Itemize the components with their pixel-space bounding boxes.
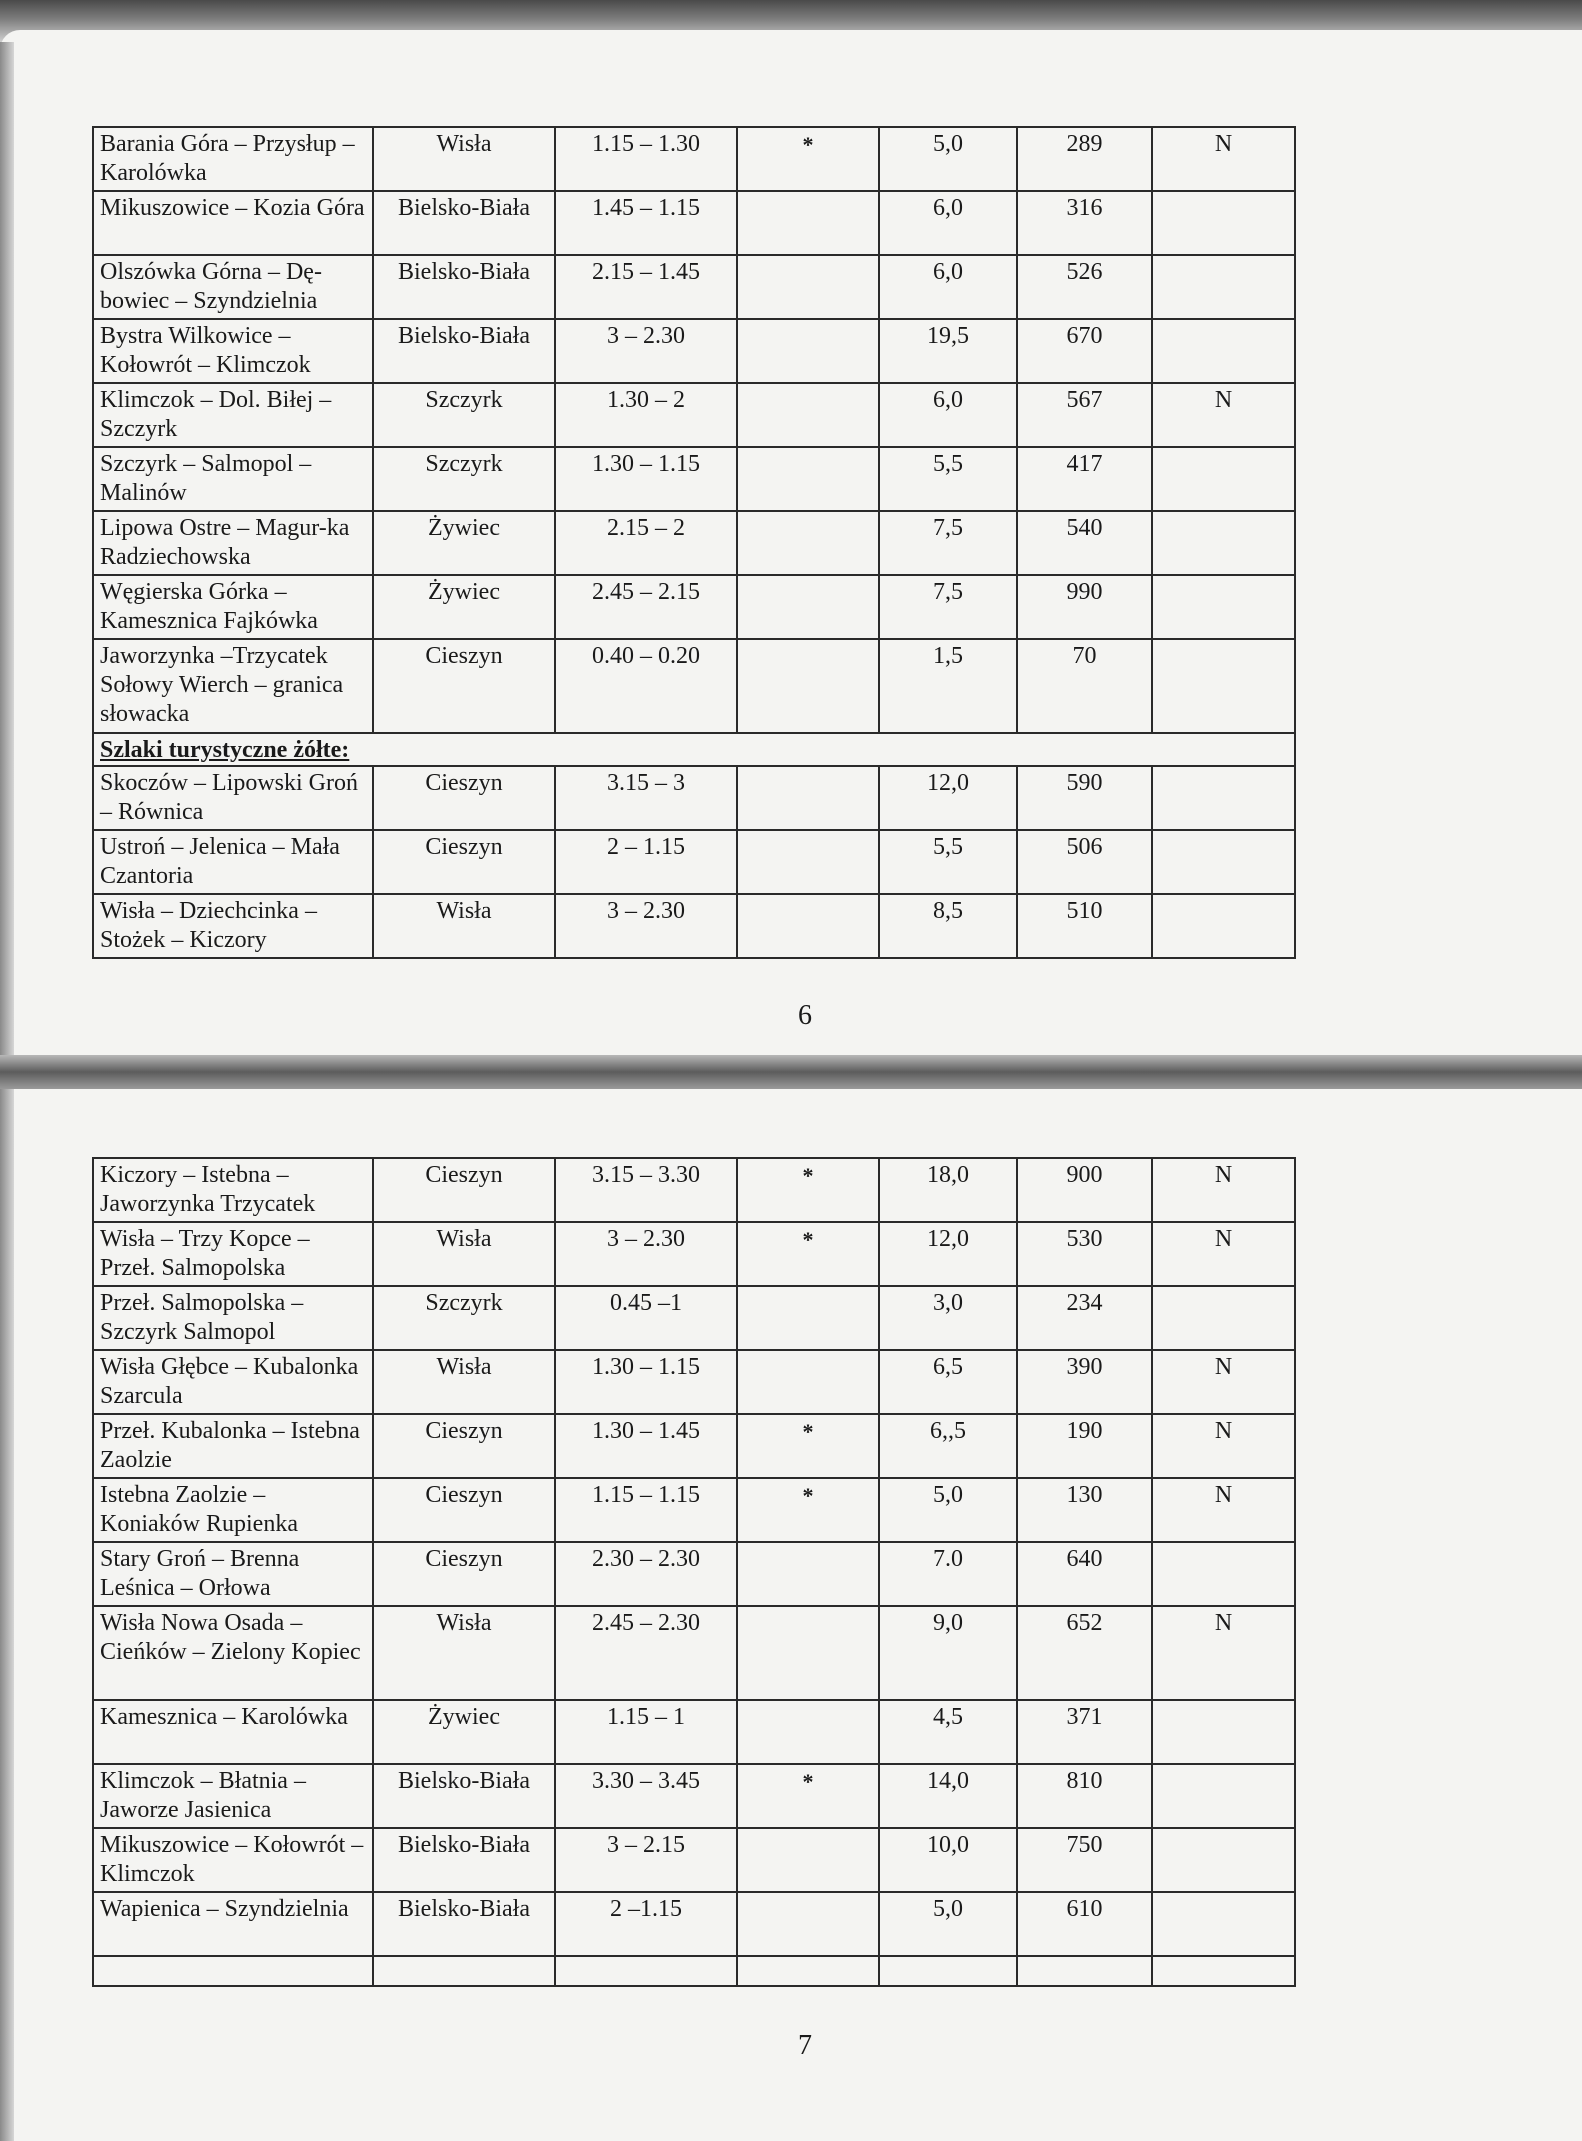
distance-cell: 6,5 [879,1350,1017,1414]
region-cell: Szczyrk [373,447,555,511]
n-marker-cell: N [1152,127,1295,191]
distance-cell: 4,5 [879,1700,1017,1764]
table-row [93,1478,1295,1542]
time-cell: 3.30 – 3.45 [555,1764,737,1828]
star-marker-cell [737,766,879,830]
page-number: 6 [798,1000,812,1031]
star-marker-cell [737,1828,879,1892]
time-cell: 2.30 – 2.30 [555,1542,737,1606]
region-cell: Wisła [373,1350,555,1414]
n-marker-cell [1152,894,1295,958]
trail-table-body-page-7 [93,1158,1295,1986]
distance-cell: 6,,5 [879,1414,1017,1478]
time-cell: 3 – 2.30 [555,319,737,383]
table-row [93,1286,1295,1350]
region-cell [373,1956,555,1986]
distance-cell: 5,5 [879,830,1017,894]
elevation-cell: 900 [1017,1158,1152,1222]
elevation-cell: 316 [1017,191,1152,255]
elevation-cell: 526 [1017,255,1152,319]
region-cell: Bielsko-Biała [373,319,555,383]
elevation-cell: 289 [1017,127,1152,191]
region-cell: Cieszyn [373,1414,555,1478]
star-marker-cell: * [737,1478,879,1542]
route-cell: Kamesznica – Karolówka [93,1700,373,1764]
elevation-cell: 530 [1017,1222,1152,1286]
time-cell: 1.15 – 1.15 [555,1478,737,1542]
table-row [93,1764,1295,1828]
elevation-cell: 371 [1017,1700,1152,1764]
region-cell: Bielsko-Biała [373,191,555,255]
star-marker-cell: * [737,1414,879,1478]
table-row [93,766,1295,830]
distance-cell: 12,0 [879,766,1017,830]
time-cell: 3 – 2.15 [555,1828,737,1892]
elevation-cell: 610 [1017,1892,1152,1956]
elevation-cell: 234 [1017,1286,1152,1350]
table-row [93,1956,1295,1986]
time-cell: 0.40 – 0.20 [555,639,737,733]
region-cell: Cieszyn [373,1478,555,1542]
table-row [93,1414,1295,1478]
time-cell: 1.15 – 1.30 [555,127,737,191]
time-cell: 2.15 – 2 [555,511,737,575]
elevation-cell: 590 [1017,766,1152,830]
n-marker-cell: N [1152,1350,1295,1414]
n-marker-cell: N [1152,1158,1295,1222]
time-cell: 2.45 – 2.30 [555,1606,737,1700]
time-cell: 1.45 – 1.15 [555,191,737,255]
elevation-cell: 810 [1017,1764,1152,1828]
region-cell: Cieszyn [373,1158,555,1222]
elevation-cell [1017,1956,1152,1986]
route-cell: Szczyrk – Salmopol – Malinów [93,447,373,511]
trail-table-page-7 [92,1157,1296,1987]
section-header: Szlaki turystyczne żółte: [93,733,1295,766]
n-marker-cell: N [1152,383,1295,447]
n-marker-cell [1152,1764,1295,1828]
distance-cell: 18,0 [879,1158,1017,1222]
n-marker-cell [1152,639,1295,733]
star-marker-cell [737,639,879,733]
table-row [93,383,1295,447]
n-marker-cell [1152,766,1295,830]
elevation-cell: 652 [1017,1606,1152,1700]
star-marker-cell [737,1606,879,1700]
table-row [93,575,1295,639]
star-marker-cell [737,1892,879,1956]
n-marker-cell [1152,447,1295,511]
time-cell: 1.30 – 1.15 [555,447,737,511]
table-row [93,127,1295,191]
star-marker-cell [737,575,879,639]
star-marker-cell [737,447,879,511]
distance-cell: 5,0 [879,1892,1017,1956]
table-row [93,1892,1295,1956]
n-marker-cell [1152,830,1295,894]
elevation-cell: 390 [1017,1350,1152,1414]
table-row [93,1350,1295,1414]
region-cell: Cieszyn [373,766,555,830]
time-cell: 3.15 – 3.30 [555,1158,737,1222]
route-cell: Wisła Głębce – Kubalonka Szarcula [93,1350,373,1414]
star-marker-cell [737,255,879,319]
distance-cell: 1,5 [879,639,1017,733]
region-cell: Wisła [373,1606,555,1700]
n-marker-cell: N [1152,1478,1295,1542]
n-marker-cell: N [1152,1222,1295,1286]
book-spine-gutter [0,1055,1582,1089]
distance-cell: 5,0 [879,127,1017,191]
elevation-cell: 130 [1017,1478,1152,1542]
table-row [93,319,1295,383]
route-cell: Klimczok – Dol. Biłej – Szczyrk [93,383,373,447]
n-marker-cell [1152,511,1295,575]
table-row [93,1700,1295,1764]
elevation-cell: 670 [1017,319,1152,383]
star-marker-cell [737,830,879,894]
n-marker-cell [1152,1700,1295,1764]
region-cell: Cieszyn [373,830,555,894]
route-cell: Wisła – Trzy Kopce – Przeł. Salmopolska [93,1222,373,1286]
route-cell [93,1956,373,1986]
table-row [93,447,1295,511]
time-cell: 3 – 2.30 [555,1222,737,1286]
table-row [93,255,1295,319]
region-cell: Bielsko-Biała [373,1764,555,1828]
page-edge-shadow [0,42,14,1055]
time-cell: 1.30 – 2 [555,383,737,447]
star-marker-cell [737,1286,879,1350]
section-header-row [93,733,1295,766]
n-marker-cell [1152,1286,1295,1350]
elevation-cell: 70 [1017,639,1152,733]
route-cell: Istebna Zaolzie – Koniaków Rupienka [93,1478,373,1542]
table-row [93,1542,1295,1606]
table-row [93,894,1295,958]
star-marker-cell [737,1350,879,1414]
table-row [93,639,1295,733]
route-cell: Kiczory – Istebna – Jaworzynka Trzycatek [93,1158,373,1222]
distance-cell: 3,0 [879,1286,1017,1350]
elevation-cell: 640 [1017,1542,1152,1606]
elevation-cell: 750 [1017,1828,1152,1892]
region-cell: Wisła [373,894,555,958]
distance-cell: 9,0 [879,1606,1017,1700]
elevation-cell: 540 [1017,511,1152,575]
trail-table-page-6 [92,126,1296,959]
route-cell: Stary Groń – Brenna Leśnica – Orłowa [93,1542,373,1606]
star-marker-cell [737,894,879,958]
time-cell [555,1956,737,1986]
star-marker-cell [737,1956,879,1986]
star-marker-cell: * [737,1158,879,1222]
star-marker-cell [737,383,879,447]
route-cell: Węgierska Górka – Kamesznica Fajkówka [93,575,373,639]
star-marker-cell [737,1700,879,1764]
distance-cell [879,1956,1017,1986]
n-marker-cell [1152,1892,1295,1956]
elevation-cell: 510 [1017,894,1152,958]
route-cell: Przeł. Salmopolska – Szczyrk Salmopol [93,1286,373,1350]
route-cell: Barania Góra – Przysłup – Karolówka [93,127,373,191]
time-cell: 1.30 – 1.15 [555,1350,737,1414]
route-cell: Klimczok – Błatnia – Jaworze Jasienica [93,1764,373,1828]
route-cell: Mikuszowice – Kołowrót – Klimczok [93,1828,373,1892]
star-marker-cell [737,191,879,255]
distance-cell: 6,0 [879,255,1017,319]
star-marker-cell: * [737,1222,879,1286]
page-number: 7 [798,2030,812,2061]
star-marker-cell [737,511,879,575]
n-marker-cell [1152,191,1295,255]
region-cell: Bielsko-Biała [373,255,555,319]
elevation-cell: 417 [1017,447,1152,511]
route-cell: Wisła – Dziechcinka – Stożek – Kiczory [93,894,373,958]
distance-cell: 5,5 [879,447,1017,511]
region-cell: Cieszyn [373,639,555,733]
distance-cell: 14,0 [879,1764,1017,1828]
table-row [93,511,1295,575]
time-cell: 3.15 – 3 [555,766,737,830]
route-cell: Jaworzynka –Trzycatek Sołowy Wierch – granica słowacka [93,639,373,733]
region-cell: Bielsko-Biała [373,1892,555,1956]
region-cell: Cieszyn [373,1542,555,1606]
distance-cell: 6,0 [879,383,1017,447]
region-cell: Wisła [373,127,555,191]
n-marker-cell [1152,255,1295,319]
route-cell: Ustroń – Jelenica – Mała Czantoria [93,830,373,894]
route-cell: Skoczów – Lipowski Groń – Równica [93,766,373,830]
elevation-cell: 506 [1017,830,1152,894]
star-marker-cell [737,1542,879,1606]
page-edge-shadow [0,1089,14,2141]
distance-cell: 7.0 [879,1542,1017,1606]
table-row [93,191,1295,255]
region-cell: Żywiec [373,1700,555,1764]
trail-table-body-page-6 [93,127,1295,958]
elevation-cell: 567 [1017,383,1152,447]
table-row [93,830,1295,894]
route-cell: Mikuszowice – Kozia Góra [93,191,373,255]
distance-cell: 7,5 [879,575,1017,639]
n-marker-cell [1152,319,1295,383]
region-cell: Szczyrk [373,1286,555,1350]
table-row [93,1606,1295,1700]
region-cell: Żywiec [373,511,555,575]
route-cell: Olszówka Górna – Dę-bowiec – Szyndzielnia [93,255,373,319]
star-marker-cell: * [737,1764,879,1828]
region-cell: Wisła [373,1222,555,1286]
time-cell: 2.45 – 2.15 [555,575,737,639]
route-cell: Bystra Wilkowice – Kołowrót – Klimczok [93,319,373,383]
distance-cell: 19,5 [879,319,1017,383]
region-cell: Żywiec [373,575,555,639]
distance-cell: 7,5 [879,511,1017,575]
route-cell: Wapienica – Szyndzielnia [93,1892,373,1956]
region-cell: Bielsko-Biała [373,1828,555,1892]
route-cell: Lipowa Ostre – Magur-ka Radziechowska [93,511,373,575]
n-marker-cell [1152,575,1295,639]
time-cell: 3 – 2.30 [555,894,737,958]
elevation-cell: 990 [1017,575,1152,639]
distance-cell: 10,0 [879,1828,1017,1892]
time-cell: 2 –1.15 [555,1892,737,1956]
time-cell: 1.15 – 1 [555,1700,737,1764]
time-cell: 2 – 1.15 [555,830,737,894]
time-cell: 1.30 – 1.45 [555,1414,737,1478]
distance-cell: 5,0 [879,1478,1017,1542]
n-marker-cell: N [1152,1606,1295,1700]
time-cell: 0.45 –1 [555,1286,737,1350]
table-row [93,1158,1295,1222]
time-cell: 2.15 – 1.45 [555,255,737,319]
region-cell: Szczyrk [373,383,555,447]
n-marker-cell [1152,1828,1295,1892]
route-cell: Wisła Nowa Osada – Cieńków – Zielony Kopiec [93,1606,373,1700]
table-row [93,1222,1295,1286]
distance-cell: 8,5 [879,894,1017,958]
n-marker-cell [1152,1542,1295,1606]
distance-cell: 6,0 [879,191,1017,255]
n-marker-cell: N [1152,1414,1295,1478]
distance-cell: 12,0 [879,1222,1017,1286]
n-marker-cell [1152,1956,1295,1986]
route-cell: Przeł. Kubalonka – Istebna Zaolzie [93,1414,373,1478]
star-marker-cell [737,319,879,383]
table-row [93,1828,1295,1892]
star-marker-cell: * [737,127,879,191]
elevation-cell: 190 [1017,1414,1152,1478]
